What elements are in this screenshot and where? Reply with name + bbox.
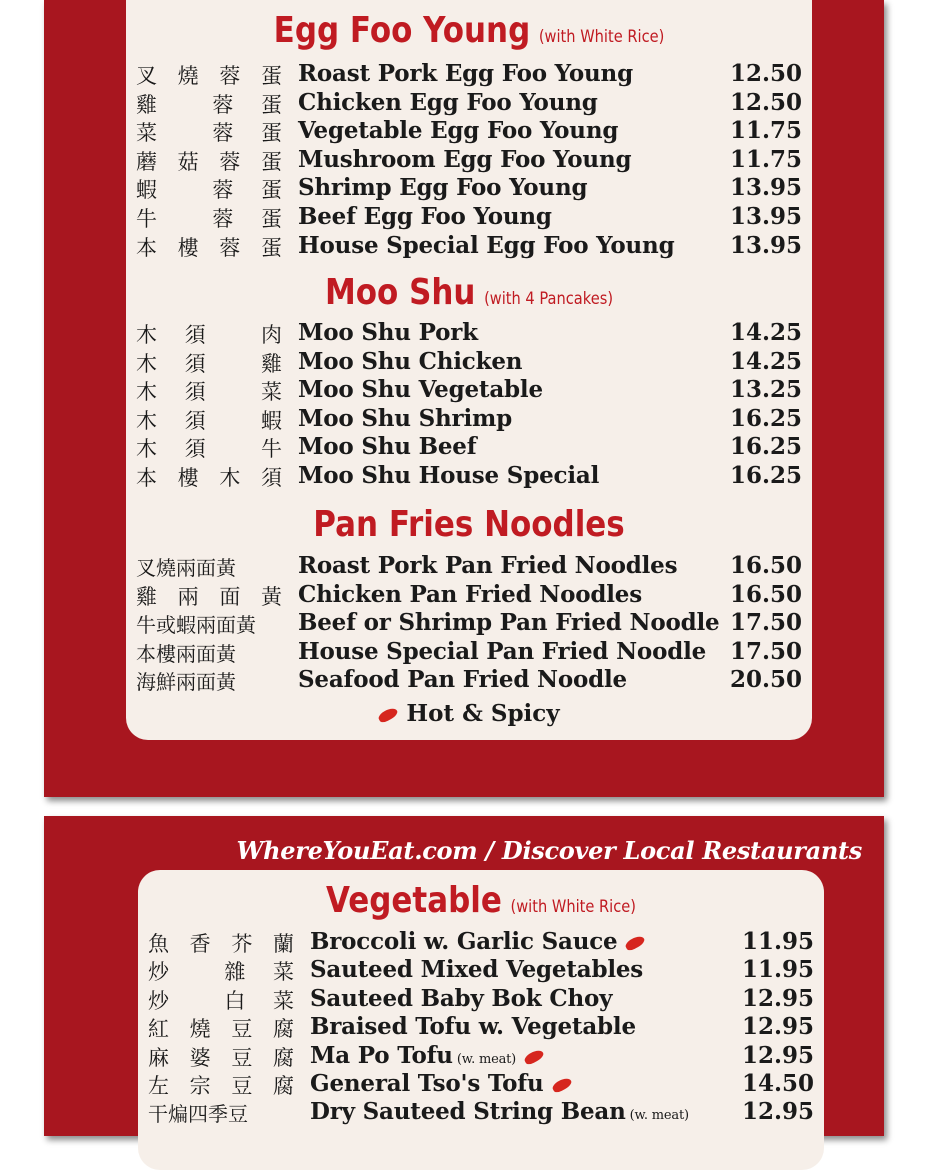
chinese-char: 蘭 [272, 932, 294, 956]
menu-item-row [126, 638, 812, 667]
dish-name: Chicken Egg Foo Young [298, 88, 598, 116]
dish-name: Moo Shu Shrimp [298, 404, 513, 432]
hot-pepper-icon [550, 1076, 572, 1094]
chinese-char: 本 [136, 466, 157, 490]
menu-panel-bottom [44, 816, 884, 1136]
menu-item-row [126, 117, 812, 146]
chinese-char: 海鮮兩面黃 [136, 670, 236, 695]
menu-item-row [138, 1098, 824, 1127]
chinese-name [136, 666, 282, 695]
dish-name: Vegetable Egg Foo Young [298, 117, 619, 145]
chinese-name [136, 232, 282, 262]
chinese-name [136, 462, 282, 492]
menu-item-row [138, 1070, 824, 1099]
chinese-char: 樓 [177, 466, 199, 490]
dish-name: Sauteed Baby Bok Choy [310, 984, 613, 1012]
hot-pepper-icon [377, 706, 399, 724]
menu-panel-top [44, 0, 884, 797]
price: 12.50 [729, 60, 802, 87]
chinese-name [148, 1070, 294, 1100]
chinese-char: 豆 [231, 1074, 253, 1098]
chinese-char: 麻 [148, 1045, 169, 1070]
chinese-char: 蛋 [260, 207, 282, 231]
dish-name: Braised Tofu w. Vegetable [310, 1013, 636, 1041]
price: 13.95 [729, 174, 802, 202]
dish-note: (w. meat) [629, 1108, 689, 1124]
chinese-char: 魚 [148, 932, 169, 956]
chinese-name [136, 146, 282, 176]
section-title [186, 880, 776, 921]
price: 12.95 [741, 1041, 814, 1069]
chinese-char: 雞 [136, 92, 157, 117]
price: 11.95 [741, 956, 814, 984]
section-title-text: Egg Foo Young [273, 10, 531, 51]
chinese-char: 牛 [136, 207, 157, 231]
menu-item-row [126, 433, 812, 462]
chinese-name [136, 319, 282, 349]
price: 12.95 [741, 1013, 814, 1041]
menu-item-row [126, 348, 812, 377]
chinese-char: 蛋 [260, 64, 282, 88]
chinese-name [136, 60, 282, 90]
chinese-char: 菇 [177, 149, 199, 174]
chinese-char: 雜 [224, 960, 246, 985]
chinese-char: 木 [136, 437, 157, 462]
dish-name: Chicken Pan Fried Noodles [298, 580, 642, 608]
chinese-char: 須 [184, 380, 206, 405]
dish-name: Ma Po Tofu (w. meat) [310, 1042, 544, 1069]
legend-label: Hot & Spicy [406, 700, 560, 727]
chinese-char: 蛋 [260, 121, 282, 146]
chinese-char: 蘑 [136, 149, 157, 174]
dish-name: Moo Shu Chicken [298, 347, 523, 375]
price: 11.95 [741, 928, 814, 955]
dish-name: Moo Shu Beef [298, 433, 477, 461]
chinese-char: 兩 [177, 584, 199, 609]
price: 14.25 [729, 319, 802, 346]
chinese-char: 樓 [177, 235, 199, 260]
price: 13.95 [729, 231, 802, 259]
chinese-char: 叉燒兩面黃 [136, 556, 236, 580]
chinese-char: 菜 [136, 121, 157, 146]
chinese-char: 香 [189, 932, 211, 956]
chinese-char: 蝦 [260, 408, 282, 433]
menu-item-row [126, 462, 812, 491]
section-note: (with White Rice) [538, 27, 665, 47]
chinese-name [136, 376, 282, 406]
price: 16.25 [729, 433, 802, 461]
chinese-name [136, 348, 282, 378]
chinese-char: 蓉 [212, 121, 234, 146]
menu-item-row [126, 666, 812, 695]
dish-name: Beef or Shrimp Pan Fried Noodle [298, 609, 720, 637]
dish-name: Shrimp Egg Foo Young [298, 174, 588, 202]
menu-item-row [126, 552, 812, 581]
chinese-char: 本 [136, 235, 157, 260]
chinese-char: 須 [260, 466, 282, 490]
watermark-text: WhereYouEat.com / Discover Local Restaurants [236, 836, 862, 865]
menu-item-row [126, 376, 812, 405]
chinese-char: 蝦 [136, 178, 157, 203]
chinese-name [136, 174, 282, 204]
chinese-char: 雞 [260, 351, 282, 376]
price: 12.50 [729, 88, 802, 116]
chinese-char: 蓉 [219, 235, 241, 260]
price: 16.50 [729, 580, 802, 608]
chinese-name [136, 117, 282, 147]
price: 12.95 [741, 1098, 814, 1126]
menu-item-row [126, 609, 812, 638]
chinese-name [136, 609, 282, 638]
menu-item-row [126, 89, 812, 118]
chinese-char: 左 [148, 1074, 169, 1098]
chinese-char: 黃 [260, 584, 282, 609]
chinese-name [136, 581, 282, 611]
chinese-char: 木 [136, 351, 157, 376]
chinese-char: 雞 [136, 584, 157, 609]
menu-item-row [126, 60, 812, 89]
chinese-char: 腐 [272, 1017, 294, 1042]
chinese-name [148, 928, 294, 958]
chinese-char: 白 [224, 988, 246, 1013]
chinese-char: 蓉 [212, 178, 234, 203]
chinese-char: 菜 [272, 960, 294, 985]
chinese-char: 腐 [272, 1045, 294, 1070]
chinese-char: 豆 [231, 1045, 253, 1070]
chinese-name [148, 985, 294, 1015]
chinese-char: 蛋 [260, 149, 282, 174]
price: 13.95 [729, 203, 802, 230]
section-title [174, 10, 764, 51]
section-note: (with 4 Pancakes) [484, 289, 614, 309]
dish-name: Moo Shu Pork [298, 319, 478, 346]
chinese-char: 宗 [189, 1074, 211, 1098]
price: 14.25 [729, 347, 802, 375]
hot-pepper-icon [523, 1047, 545, 1065]
chinese-char: 蛋 [260, 235, 282, 260]
chinese-name [136, 552, 282, 581]
menu-item-row [126, 405, 812, 434]
chinese-char: 干煸四季豆 [148, 1102, 248, 1127]
menu-item-row [126, 203, 812, 232]
section-title-text: Vegetable [325, 880, 502, 921]
chinese-name [148, 1013, 294, 1043]
chinese-char: 蓉 [219, 149, 241, 174]
menu-item-row [138, 985, 824, 1014]
price: 17.50 [729, 609, 802, 637]
chinese-char: 紅 [148, 1017, 169, 1042]
chinese-char: 木 [136, 408, 157, 433]
chinese-char: 菜 [260, 380, 282, 405]
price: 16.25 [729, 404, 802, 432]
chinese-char: 腐 [272, 1074, 294, 1098]
chinese-name [148, 1098, 294, 1127]
chinese-name [136, 433, 282, 463]
menu-item-row [126, 146, 812, 175]
dish-name: Moo Shu Vegetable [298, 376, 543, 404]
chinese-char: 面 [219, 584, 241, 609]
dish-name: House Special Pan Fried Noodle [298, 637, 707, 665]
dish-name: Seafood Pan Fried Noodle [298, 666, 627, 694]
chinese-name [136, 405, 282, 435]
price: 11.75 [729, 145, 802, 173]
chinese-name [136, 89, 282, 119]
chinese-char: 燒 [177, 64, 199, 88]
chinese-char: 芥 [231, 932, 253, 956]
dish-name: House Special Egg Foo Young [298, 231, 675, 259]
menu-item-row [126, 232, 812, 261]
chinese-char: 牛 [260, 437, 282, 462]
chinese-name [136, 203, 282, 233]
dish-name: Moo Shu House Special [298, 462, 600, 489]
dish-name: Dry Sauteed String Bean (w. meat) [310, 1098, 689, 1126]
menu-item-row [126, 581, 812, 610]
dish-name: Beef Egg Foo Young [298, 203, 552, 230]
chinese-name [148, 956, 294, 986]
chinese-char: 豆 [231, 1017, 253, 1042]
chinese-char: 菜 [272, 988, 294, 1013]
price: 12.95 [741, 984, 814, 1012]
menu-item-row [138, 1013, 824, 1042]
chinese-char: 蛋 [260, 178, 282, 203]
chinese-char: 蛋 [260, 92, 282, 117]
chinese-char: 蓉 [219, 64, 241, 88]
chinese-char: 牛或蝦兩面黃 [136, 613, 256, 638]
menu-card-bottom [138, 870, 824, 1170]
chinese-char: 婆 [189, 1045, 211, 1070]
price: 13.25 [729, 376, 802, 404]
chinese-char: 須 [184, 437, 206, 462]
price: 11.75 [729, 117, 802, 145]
section-title [174, 272, 764, 313]
chinese-char: 木 [136, 380, 157, 405]
price: 16.25 [729, 462, 802, 489]
hot-spicy-legend [126, 700, 812, 727]
menu-item-row [126, 319, 812, 348]
dish-name: Sauteed Mixed Vegetables [310, 956, 644, 984]
chinese-char: 蓉 [212, 207, 234, 231]
dish-note: (w. meat) [456, 1051, 517, 1067]
menu-item-row [138, 1042, 824, 1071]
chinese-name [148, 1042, 294, 1072]
menu-item-row [138, 928, 824, 957]
menu-card-top [126, 0, 812, 740]
chinese-char: 本樓兩面黃 [136, 641, 236, 666]
chinese-char: 木 [136, 323, 157, 347]
chinese-char: 須 [184, 351, 206, 376]
dish-name: General Tso's Tofu [310, 1070, 572, 1097]
menu-item-row [126, 174, 812, 203]
section-note: (with White Rice) [510, 897, 636, 917]
section-title [174, 504, 764, 545]
menu-item-row [138, 956, 824, 985]
chinese-char: 炒 [148, 988, 169, 1013]
chinese-char: 叉 [136, 64, 157, 88]
chinese-char: 須 [184, 408, 206, 433]
price: 16.50 [729, 552, 802, 579]
chinese-char: 蓉 [212, 92, 234, 117]
chinese-char: 木 [219, 466, 241, 490]
price: 14.50 [741, 1070, 814, 1097]
chinese-name [136, 638, 282, 667]
dish-name: Roast Pork Egg Foo Young [298, 60, 633, 87]
dish-name: Roast Pork Pan Fried Noodles [298, 552, 678, 579]
chinese-char: 須 [184, 323, 206, 347]
section-title-text: Moo Shu [324, 272, 476, 313]
price: 20.50 [729, 666, 802, 694]
chinese-char: 炒 [148, 960, 169, 985]
section-title-text: Pan Fries Noodles [313, 504, 625, 545]
price: 17.50 [729, 637, 802, 665]
dish-name: Broccoli w. Garlic Sauce [310, 928, 645, 955]
hot-pepper-icon [624, 934, 646, 952]
chinese-char: 燒 [189, 1017, 211, 1042]
chinese-char: 肉 [260, 323, 282, 347]
dish-name: Mushroom Egg Foo Young [298, 145, 632, 173]
